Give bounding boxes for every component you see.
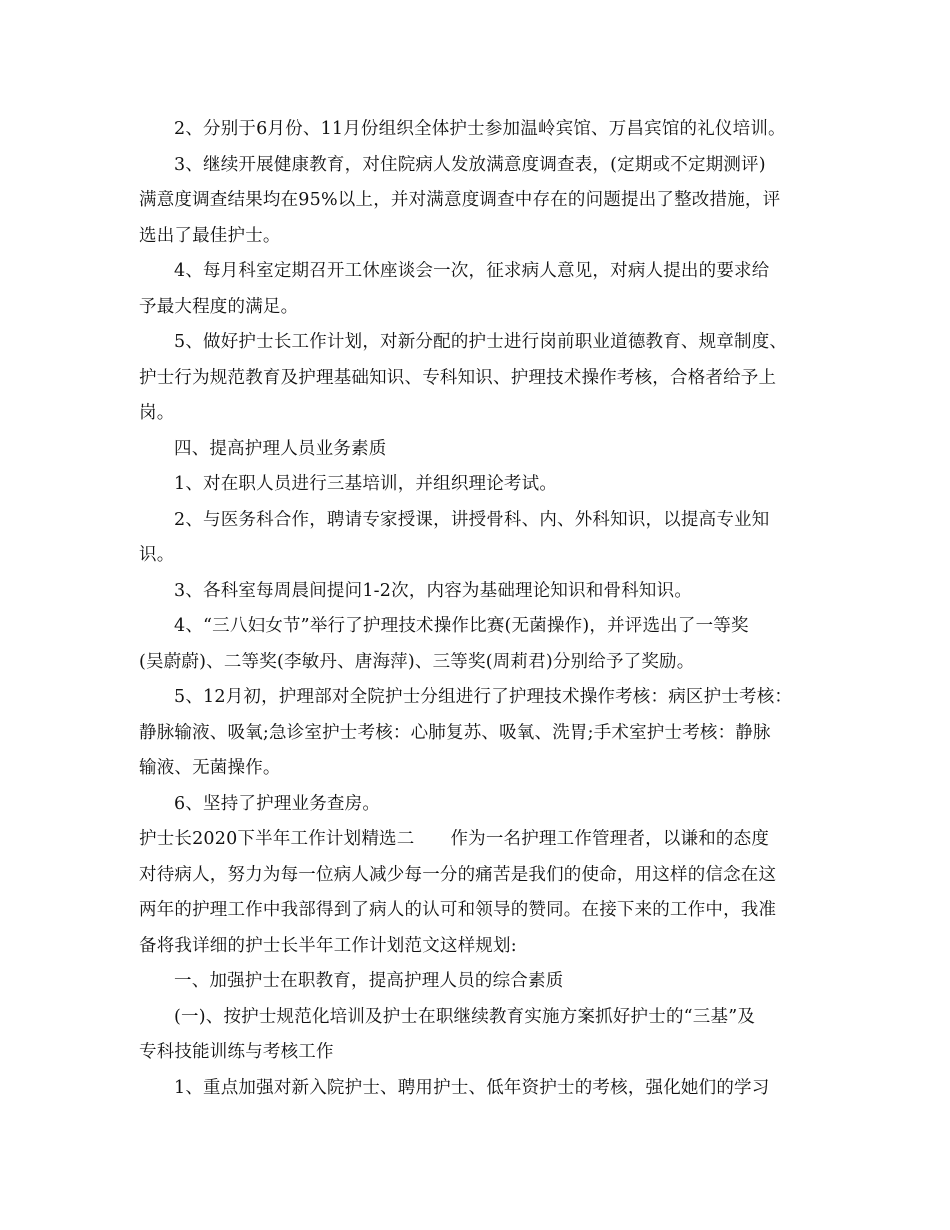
paragraph-line: 1、重点加强对新入院护士、聘用护士、低年资护士的考核，强化她们的学习 xyxy=(174,1077,770,1098)
paragraph-line: 4、“三八妇女节”举行了护理技术操作比赛(无菌操作)，并评选出了一等奖 xyxy=(174,616,749,636)
paragraph-line: 1、对在职人员进行三基培训，并组织理论考试。 xyxy=(174,474,558,494)
intro-text: 作为一名护理工作管理者，以谦和的态度 xyxy=(450,829,770,849)
paragraph-line: 静脉输液、吸氧;急诊室护士考核：心肺复苏、吸氧、洗胃;手术室护士考核：静脉 xyxy=(139,722,771,743)
paragraph-line: 两年的护理工作中我部得到了病人的认可和领导的赞同。在接下来的工作中，我准 xyxy=(139,900,777,920)
paragraph-line: 5、做好护士长工作计划，对新分配的护士进行岗前职业道德教育、规章制度、 xyxy=(174,332,788,352)
paragraph-line: 3、继续开展健康教育，对住院病人发放满意度调查表，(定期或不定期测评) xyxy=(174,154,766,175)
paragraph-line: 2、分别于6月份、11月份组织全体护士参加温岭宾馆、万昌宾馆的礼仪培训。 xyxy=(174,119,786,139)
paragraph-line: 满意度调查结果均在95%以上，并对满意度调查中存在的问题提出了整改措施，评 xyxy=(139,190,781,210)
paragraph-line: 2、与医务科合作，聘请专家授课，讲授骨科、内、外科知识，以提高专业知 xyxy=(174,509,770,530)
paragraph-line: 识。 xyxy=(139,545,175,565)
section-heading: 四、提高护理人员业务素质 xyxy=(174,438,387,459)
paragraph-line: 护士行为规范教育及护理基础知识、专科知识、护理技术操作考核，合格者给予上 xyxy=(139,367,777,388)
document-body xyxy=(139,112,819,1106)
paragraph-line: 备将我详细的护士长半年工作计划范文这样规划: xyxy=(139,935,517,956)
paragraph-line: 岗。 xyxy=(139,403,175,423)
paragraph-line: 予最大程度的满足。 xyxy=(139,296,299,317)
paragraph-line: 6、坚持了护理业务查房。 xyxy=(174,793,381,814)
paragraph-line: 专科技能训练与考核工作 xyxy=(139,1042,334,1062)
document-title: 护士长2020下半年工作计划精选二 xyxy=(139,829,415,849)
paragraph-line: 输液、无菌操作。 xyxy=(139,758,281,778)
paragraph-line: (吴蔚蔚)、二等奖(李敏丹、唐海萍)、三等奖(周莉君)分别给予了奖励。 xyxy=(139,651,695,672)
paragraph-line: 5、12月初，护理部对全院护士分组进行了护理技术操作考核：病区护士考核： xyxy=(174,687,793,707)
paragraph-line: 选出了最佳护士。 xyxy=(139,225,281,246)
document-title-line xyxy=(139,822,819,858)
paragraph-line: 4、每月科室定期召开工休座谈会一次，征求病人意见，对病人提出的要求给 xyxy=(174,261,770,281)
paragraph-line: 3、各科室每周晨间提问1-2次，内容为基础理论知识和骨科知识。 xyxy=(174,580,693,601)
section-heading: 一、加强护士在职教育，提高护理人员的综合素质 xyxy=(174,971,564,991)
subsection-heading: (一)、按护士规范化培训及护士在职继续教育实施方案抓好护士的“三基”及 xyxy=(174,1006,756,1027)
paragraph-line: 对待病人，努力为每一位病人减少每一分的痛苦是我们的使命，用这样的信念在这 xyxy=(139,864,777,885)
